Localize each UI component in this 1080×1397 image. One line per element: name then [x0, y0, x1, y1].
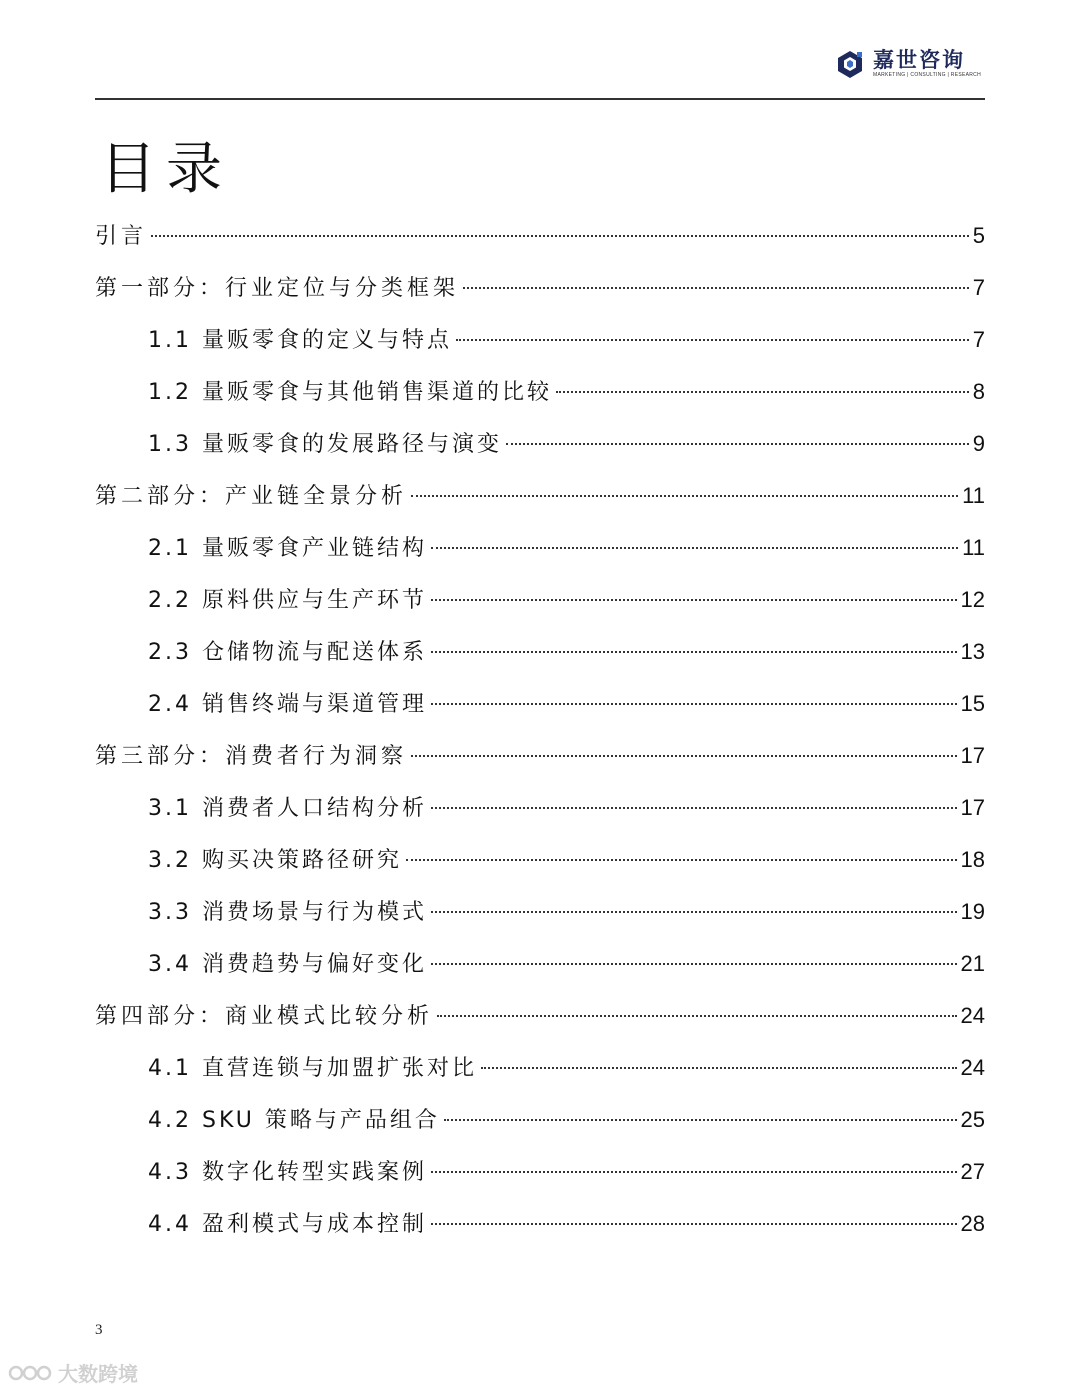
toc-entry[interactable] [95, 886, 985, 938]
toc-entry-label: 4.1 直营连锁与加盟扩张对比 [148, 1056, 477, 1081]
toc-dot-leader [431, 911, 957, 913]
toc-entry-label: 第四部分：商业模式比较分析 [95, 1004, 434, 1029]
toc-entry[interactable] [95, 1042, 985, 1094]
toc-dot-leader [151, 235, 969, 237]
toc-entry-page: 17 [960, 743, 985, 768]
toc-entry-page: 17 [960, 795, 985, 820]
toc-dot-leader [431, 547, 958, 549]
toc-entry[interactable] [95, 782, 985, 834]
toc-dot-leader [406, 859, 957, 861]
toc-entry-page: 5 [972, 223, 985, 248]
toc-entry-label: 4.4 盈利模式与成本控制 [148, 1212, 427, 1237]
toc-dot-leader [556, 391, 969, 393]
toc-entry-label: 2.1 量贩零食产业链结构 [148, 536, 427, 561]
toc-dot-leader [437, 1015, 957, 1017]
toc-dot-leader [444, 1119, 957, 1121]
toc-entry-label: 1.1 量贩零食的定义与特点 [148, 328, 452, 353]
toc-entry[interactable] [95, 1146, 985, 1198]
toc-dot-leader [431, 1171, 957, 1173]
company-logo [835, 48, 981, 79]
toc-entry-page: 27 [960, 1159, 985, 1184]
page-header [95, 40, 985, 100]
toc-entry-page: 21 [960, 951, 985, 976]
page-number: 3 [95, 1322, 103, 1338]
toc-heading: 目录 [100, 137, 232, 202]
cube-logo-icon [835, 49, 865, 79]
toc-entry-page: 24 [960, 1055, 985, 1080]
toc-entry[interactable] [95, 626, 985, 678]
toc-entry-page: 15 [960, 691, 985, 716]
toc-entry[interactable] [95, 262, 985, 314]
table-of-contents [95, 210, 985, 1250]
watermark [8, 1358, 138, 1387]
toc-entry-page: 11 [962, 535, 985, 560]
toc-entry-label: 3.2 购买决策路径研究 [148, 848, 402, 873]
toc-entry-label: 4.2 SKU 策略与产品组合 [148, 1108, 440, 1133]
toc-entry[interactable] [95, 470, 985, 522]
toc-entry-label: 3.4 消费趋势与偏好变化 [148, 952, 427, 977]
toc-entry[interactable] [95, 210, 985, 262]
watermark-text: 大数跨境 [58, 1362, 138, 1386]
toc-entry-label: 第三部分：消费者行为洞察 [95, 744, 408, 769]
toc-entry-label: 2.3 仓储物流与配送体系 [148, 640, 427, 665]
toc-entry-label: 2.2 原料供应与生产环节 [148, 588, 427, 613]
toc-entry[interactable] [95, 938, 985, 990]
toc-entry-page: 11 [962, 483, 985, 508]
toc-entry[interactable] [95, 574, 985, 626]
toc-dot-leader [431, 651, 957, 653]
toc-entry[interactable] [95, 730, 985, 782]
toc-entry-page: 18 [960, 847, 985, 872]
toc-dot-leader [431, 703, 957, 705]
toc-entry[interactable] [95, 418, 985, 470]
toc-entry-label: 1.3 量贩零食的发展路径与演变 [148, 432, 502, 457]
toc-entry-page: 9 [972, 431, 985, 456]
toc-entry-page: 28 [960, 1211, 985, 1236]
toc-entry[interactable] [95, 522, 985, 574]
toc-entry[interactable] [95, 314, 985, 366]
toc-dot-leader [431, 1223, 957, 1225]
toc-entry-label: 3.1 消费者人口结构分析 [148, 796, 427, 821]
toc-entry-page: 7 [972, 275, 985, 300]
toc-entry-page: 8 [972, 379, 985, 404]
toc-dot-leader [411, 495, 958, 497]
toc-entry[interactable] [95, 1094, 985, 1146]
toc-entry-page: 13 [960, 639, 985, 664]
toc-entry[interactable] [95, 1198, 985, 1250]
toc-entry-page: 24 [960, 1003, 985, 1028]
toc-dot-leader [456, 339, 969, 341]
toc-entry-label: 3.3 消费场景与行为模式 [148, 900, 427, 925]
toc-entry-label: 4.3 数字化转型实践案例 [148, 1160, 427, 1185]
toc-entry[interactable] [95, 678, 985, 730]
toc-dot-leader [411, 755, 957, 757]
toc-dot-leader [481, 1067, 957, 1069]
toc-entry-page: 25 [960, 1107, 985, 1132]
toc-entry-label: 第二部分：产业链全景分析 [95, 484, 408, 509]
toc-entry[interactable] [95, 990, 985, 1042]
toc-dot-leader [431, 807, 957, 809]
toc-entry-page: 7 [972, 327, 985, 352]
logo-subtitle: MARKETING | CONSULTING | RESEARCH [873, 72, 981, 78]
toc-entry-label: 引言 [95, 224, 148, 249]
toc-entry-label: 2.4 销售终端与渠道管理 [148, 692, 427, 717]
toc-dot-leader [431, 599, 957, 601]
logo-title: 嘉世咨询 [873, 48, 966, 72]
toc-entry[interactable] [95, 366, 985, 418]
toc-dot-leader [506, 443, 969, 445]
toc-entry[interactable] [95, 834, 985, 886]
watermark-logo-icon [8, 1362, 52, 1384]
toc-entry-page: 19 [960, 899, 985, 924]
toc-entry-label: 第一部分：行业定位与分类框架 [95, 276, 460, 301]
toc-dot-leader [463, 287, 969, 289]
toc-entry-label: 1.2 量贩零食与其他销售渠道的比较 [148, 380, 552, 405]
toc-dot-leader [431, 963, 957, 965]
toc-entry-page: 12 [960, 587, 985, 612]
